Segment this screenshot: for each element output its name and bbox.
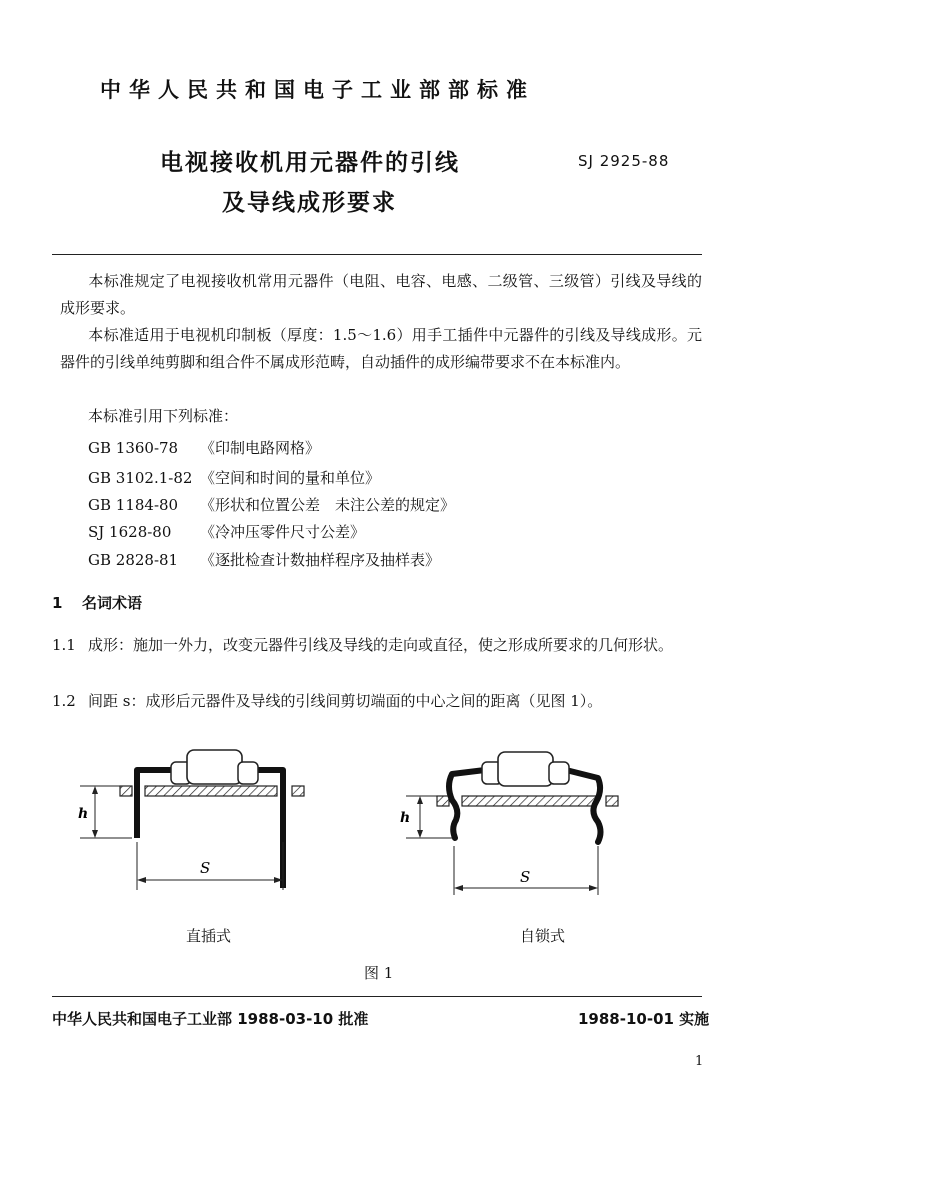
reference-code: GB 2828-81 [88,551,179,569]
resistor-cap [549,762,569,784]
resistor-body [498,752,553,786]
label-h-left: h [78,806,89,822]
intro-paragraph-2 [60,322,702,376]
footer-rule [52,996,702,997]
definition-1-2 [52,688,702,715]
definition-1-1 [52,632,702,659]
definition-number: 1.2 [52,692,76,710]
intro-text-3: 本标准引用下列标准： [88,407,239,425]
reference-title: 《冷冲压零件尺寸公差》 [200,523,366,541]
self-locking-diagram [406,752,618,895]
definition-text: 成形：施加一外力，改变元器件引线及导线的走向或直径，使之形成所要求的几何形状。 [88,636,674,654]
caption-self-locking: 自锁式 [520,927,566,945]
figure-1-diagram [0,730,950,920]
figure-caption: 图 1 [364,964,394,982]
label-s-left: S [200,859,211,877]
reference-title: 《空间和时间的量和单位》 [200,469,381,487]
section-title: 名词术语 [82,594,143,612]
header-rule [52,254,702,255]
reference-code: GB 1184-80 [88,496,179,514]
intro-paragraph-3 [60,403,702,430]
org-header: 中华人民共和国电子工业部部标准 [100,78,535,102]
reference-item [88,521,365,542]
intro-text-1: 本标准规定了电视接收机常用元器件（电阻、电容、电感、二级管、三级管）引线及导线的成形要求。 [60,272,702,317]
pcb-board-edge [606,796,618,806]
footer-approval: 中华人民共和国电子工业部 1988-03-10 批准 [52,1010,369,1028]
reference-title: 《形状和位置公差 未注公差的规定》 [200,496,456,514]
label-s-right: S [520,868,531,886]
pcb-board [462,796,596,806]
definition-text: 间距 s：成形后元器件及导线的引线间剪切端面的中心之间的距离（见图 1）。 [88,692,603,710]
pcb-board-edge [437,796,449,806]
page-number: 1 [695,1054,704,1069]
section-number: 1 [52,594,63,612]
resistor-cap [238,762,258,784]
title-line-2: 及导线成形要求 [222,190,397,216]
reference-title: 《逐批检查计数抽样程序及抽样表》 [200,551,441,569]
reference-item [88,437,320,458]
footer-effective: 1988-10-01 实施 [578,1010,710,1028]
standard-code: SJ 2925-88 [578,152,670,170]
pcb-board-edge [292,786,304,796]
reference-item [88,467,380,488]
intro-text-2: 本标准适用于电视机印制板（厚度：1.5～1.6）用手工插件中元器件的引线及导线成形。元器件的引线单纯剪脚和组合件不属成形范畴，自动插件的成形编带要求不在本标准内。 [60,326,702,371]
reference-title: 《印制电路网格》 [200,439,321,457]
pcb-board [145,786,277,796]
intro-paragraph-1 [60,268,702,322]
reference-item [88,549,440,570]
section-1-heading [52,592,142,613]
reference-code: GB 3102.1-82 [88,469,193,487]
definition-number: 1.1 [52,636,76,654]
label-h-right: h [400,810,411,826]
resistor-body [187,750,242,784]
reference-code: SJ 1628-80 [88,523,172,541]
caption-straight-insert: 直插式 [186,927,232,945]
title-line-1: 电视接收机用元器件的引线 [160,150,460,176]
straight-insert-diagram [80,750,304,890]
reference-code: GB 1360-78 [88,439,179,457]
pcb-board-edge [120,786,132,796]
reference-item [88,494,455,515]
